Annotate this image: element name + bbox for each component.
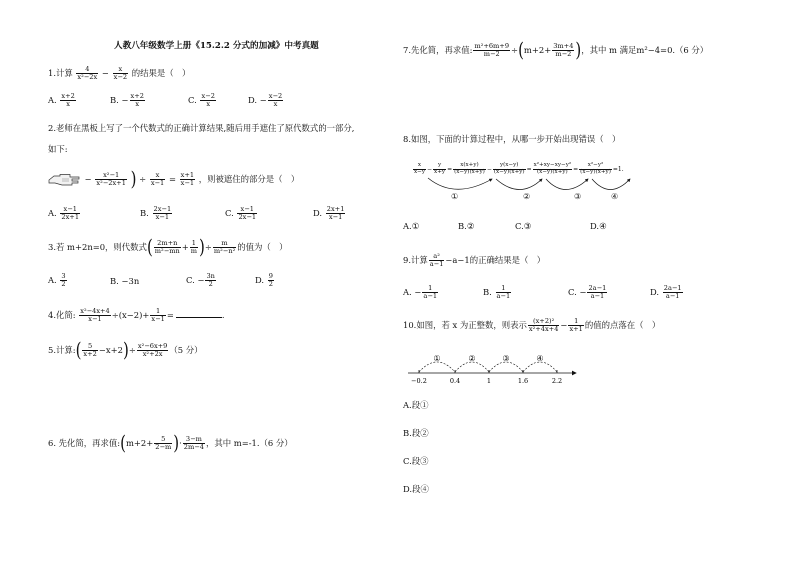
q3-option-c[interactable]: C. − $\frac{3n}{2}$ bbox=[186, 272, 215, 288]
segment-label-1: ① bbox=[433, 354, 441, 363]
q2-option-c[interactable]: C. $\frac{x-1}{2x-1}$ bbox=[225, 205, 257, 221]
question-1: 1.计算 $\frac{4}{\text{x²−2x}}$ − $\frac{x}{x-2}$ 的结果是（ ） bbox=[48, 65, 191, 81]
q1-fraction-2: $\frac{x}{x-2}$ bbox=[113, 65, 128, 81]
covering-hand-icon bbox=[48, 173, 82, 187]
question-6: 6. 先化简，再求值:(m+2+ $\frac{5}{2-m}$ )· $\frac{3-m}{2m-4}$ ，其中 m=-1.（6 分） bbox=[48, 431, 293, 455]
q2-option-b[interactable]: B. $\frac{2x-1}{x-1}$ bbox=[140, 205, 172, 221]
question-5: 5.计算:( $\frac{5}{x+2}$ −x+2)÷ $\frac{\text{x²−6x+9}}{\text{x²+2x}}$ （5 分） bbox=[48, 338, 203, 362]
question-9: 9.计算 $\frac{\text{a²}}{a-1}$ −a−1的正确结果是（ ） bbox=[403, 252, 546, 268]
q1-option-a[interactable]: A. $\frac{x+2}{x}$ bbox=[48, 92, 75, 108]
q1-stem-suffix: 的结果是（ ） bbox=[131, 67, 191, 78]
question-3: 3.若 m+2n=0，则代数式( $\frac{2m+n}{\text{m²−mn}}$ + $\frac{1}{m}$ )÷ $\frac{m}{\text{m²−n²}}$ 的值为（ ） bbox=[48, 235, 288, 259]
q3-option-a[interactable]: A. $\frac{3}{2}$ bbox=[48, 272, 66, 288]
q8-step-4: ④ bbox=[611, 192, 619, 201]
tick-label-1.6: 1.6 bbox=[517, 377, 529, 385]
q8-option-c[interactable]: C.③ bbox=[515, 221, 532, 231]
q9-option-d[interactable]: D. $\frac{2a-1}{a-1}$ bbox=[650, 284, 682, 300]
q8-computation: $\frac{x}{x-y}$ − $\frac{y}{x+y}$ = $\frac{x(x+y)}{(x-y)(x+y)}$ − $\frac{y(x-y)}{(x-y)(x+y)}$ = $\frac{\text{x²+xy−xy−y²}}{(x-y)(x+y)}$ = $\frac{\text{x²−y²}}{(x-y)(x+y)}$ =1. bbox=[414, 162, 624, 175]
q2-stem-line1: 2.老师在黑板上写了一个代数式的正确计算结果,随后用手遮住了原代数式的一部分, bbox=[48, 123, 355, 133]
q8-stem: 8.如图，下面的计算过程中，从哪一步开始出现错误（ ） bbox=[403, 134, 621, 144]
q3-option-d[interactable]: D. $\frac{9}{2}$ bbox=[255, 272, 273, 288]
q8-step-arrows bbox=[410, 176, 640, 206]
q10-option-a[interactable]: A.段① bbox=[403, 400, 429, 410]
tick-label-neg0.2: −0.2 bbox=[411, 377, 427, 385]
q2-equation: − $\frac{\text{x²−1}}{\text{x²−2x+1}}$ ) ÷ $\frac{x}{x-1}$ = $\frac{x+1}{x-1}$ ，则被遮住的部分是（ ） bbox=[48, 172, 299, 187]
q9-option-b[interactable]: B. $\frac{1}{a-1}$ bbox=[483, 284, 511, 300]
q8-step-3: ③ bbox=[574, 192, 582, 201]
q10-option-c[interactable]: C.段③ bbox=[403, 456, 429, 466]
q1-option-c[interactable]: C. $\frac{x-2}{x}$ bbox=[188, 92, 215, 108]
q2-option-d[interactable]: D. $\frac{2x+1}{x-1}$ bbox=[313, 205, 345, 221]
tick-label-0.4: 0.4 bbox=[449, 377, 461, 385]
q1-option-d[interactable]: D. − $\frac{x-2}{x}$ bbox=[248, 92, 283, 108]
q3-option-b[interactable]: B. −3n bbox=[110, 276, 140, 286]
q8-option-d[interactable]: D.④ bbox=[590, 221, 607, 231]
segment-label-3: ③ bbox=[502, 354, 510, 363]
segment-label-4: ④ bbox=[536, 354, 544, 363]
q10-option-d[interactable]: D.段④ bbox=[403, 484, 429, 494]
q10-number-line bbox=[404, 350, 584, 388]
q2-option-a[interactable]: A. $\frac{x-1}{2x+1}$ bbox=[48, 205, 80, 221]
q10-option-b[interactable]: B.段② bbox=[403, 428, 429, 438]
q8-option-b[interactable]: B.② bbox=[458, 221, 475, 231]
question-4: 4.化简: $\frac{\text{x²−4x+4}}{x-1}$ ÷(x−2)+ $\frac{1}{x-1}$ = . bbox=[48, 307, 225, 323]
segment-label-2: ② bbox=[468, 354, 476, 363]
q2-stem-line2: 如下: bbox=[48, 144, 68, 154]
tick-label-1: 1 bbox=[486, 377, 492, 385]
q9-option-c[interactable]: C. − $\frac{2a-1}{a-1}$ bbox=[568, 284, 607, 300]
question-10: 10.如图，若 x 为正整数，则表示 $\frac{\text{(x+2)²}}{\text{x²+4x+4}}$ − $\frac{1}{x+1}$ 的值的点落在（ ） bbox=[403, 317, 661, 333]
q9-option-a[interactable]: A. − $\frac{1}{a-1}$ bbox=[403, 284, 438, 300]
q8-step-1: ① bbox=[451, 192, 459, 201]
q8-option-a[interactable]: A.① bbox=[403, 221, 420, 231]
q1-stem-prefix: 1.计算 bbox=[48, 67, 73, 78]
question-7: 7.先化简，再求值: $\frac{\text{m²+6m+9}}{m-2}$ ÷(m+2+ $\frac{3m+4}{m-2}$ )，其中 m 满足m²−4=0.（6 分） bbox=[403, 38, 709, 62]
tick-label-2.2: 2.2 bbox=[551, 377, 563, 385]
q1-fraction-1: $\frac{4}{\text{x²−2x}}$ bbox=[77, 65, 98, 81]
q1-option-b[interactable]: B. − $\frac{x+2}{x}$ bbox=[110, 92, 144, 108]
q4-answer-blank[interactable] bbox=[176, 311, 222, 318]
page-title: 人教八年级数学上册《15.2.2 分式的加减》中考真题 bbox=[114, 41, 319, 51]
q8-step-2: ② bbox=[523, 192, 531, 201]
